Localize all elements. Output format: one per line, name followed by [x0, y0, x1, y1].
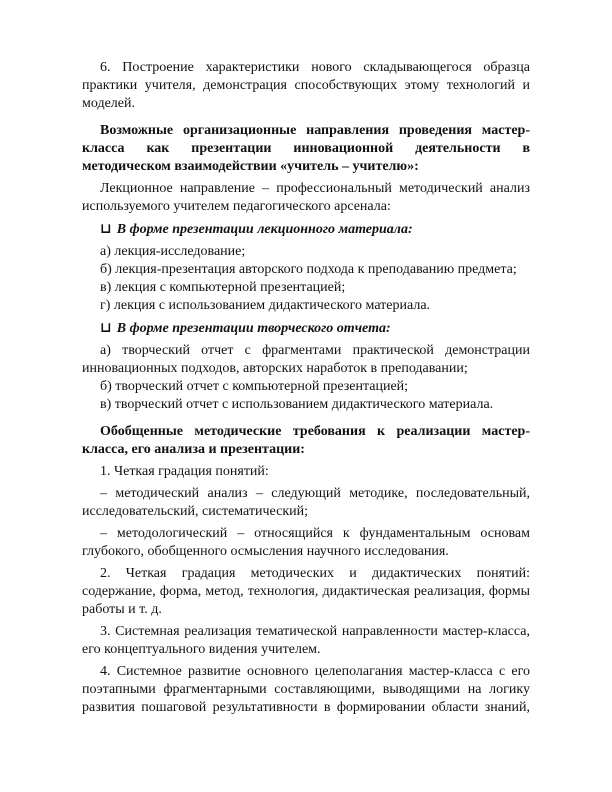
section-heading-requirements: Обобщенные методические требования к реализации мастер-класса, его анализа и презентации:	[82, 424, 530, 457]
list-item-g-lecture-didactic: г) лекция с использованием дидактического материала.	[100, 298, 431, 313]
square-bullet-icon: ⊔	[100, 222, 112, 237]
subheading-label: В форме презентации лекционного материала:	[116, 222, 413, 237]
list-item-b-lecture-presentation: б) лекция-презентация авторского подхода к преподаванию предмета;	[100, 262, 517, 277]
paragraph-req-1: 1. Четкая градация понятий:	[100, 464, 269, 479]
subheading-lecture-material	[82, 221, 530, 239]
square-bullet-icon: ⊔	[100, 321, 112, 336]
paragraph-req-4: 4. Системное развитие основного целеполагания мастер-класса с его поэтапными фрагментарными составляющими, выводящими на логику развития пошаговой результативности в формировании области знаний,	[82, 664, 530, 715]
paragraph-req-3: 3. Системная реализация тематической направленности мастер-класса, его концептуального видения учителем.	[82, 624, 530, 657]
list-item-a-creative-fragments: а) творческий отчет с фрагментами практической демонстрации инновационных подходов, авторских наработок в преподавании;	[82, 343, 530, 376]
list-item-b-creative-computer: б) творческий отчет с компьютерной презентацией;	[100, 379, 409, 394]
list-item-v-lecture-computer: в) лекция с компьютерной презентацией;	[100, 280, 346, 295]
paragraph-lecture-direction: Лекционное направление – профессиональный методический анализ используемого учителем педагогического арсенала:	[82, 181, 530, 214]
paragraph-req-2: 2. Четкая градация методических и дидактических понятий: содержание, форма, метод, технология, дидактическая реализация, формы работы и т. д.	[82, 566, 530, 617]
paragraph-dash-methodological: – методологический – относящийся к фундаментальным основам глубокого, обобщенного осмысления научного исследования.	[82, 526, 530, 559]
section-heading-directions: Возможные организационные направления проведения мастер-класса как презентации инновационной деятельности в методическом взаимодействии «учитель – учителю»:	[82, 123, 530, 174]
paragraph-item-6: 6. Построение характеристики нового складывающегося образца практики учителя, демонстрация способствующих этому технологий и моделей.	[82, 60, 530, 111]
paragraph-dash-methodical: – методический анализ – следующий методике, последовательный, исследовательский, систематический;	[82, 486, 530, 519]
subheading-creative-report	[82, 320, 530, 338]
text-column	[82, 59, 530, 717]
subheading-label: В форме презентации творческого отчета:	[116, 321, 391, 336]
list-item-a-lecture-research: а) лекция-исследование;	[100, 244, 246, 259]
list-item-v-creative-didactic: в) творческий отчет с использованием дидактического материала.	[100, 397, 494, 412]
